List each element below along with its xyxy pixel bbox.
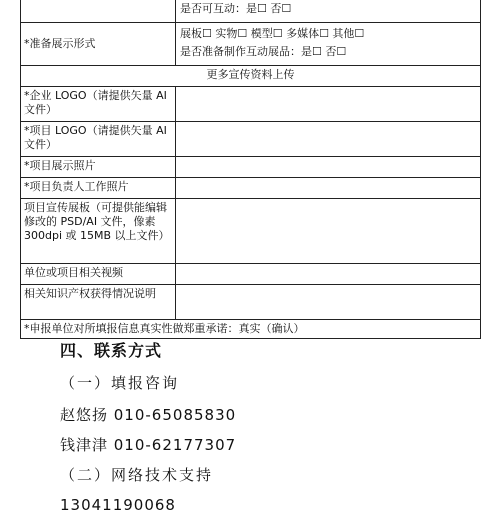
upload-cell-project-photos[interactable] bbox=[176, 157, 480, 177]
subsection-consultation: （一）填报咨询 bbox=[60, 374, 180, 392]
declaration-row bbox=[21, 319, 480, 338]
row-label-ip-statement: 相关知识产权获得情况说明 bbox=[21, 285, 176, 319]
contact-person-2: 钱津津 010-62177307 bbox=[60, 436, 237, 454]
table-row bbox=[21, 121, 480, 156]
row-label-promo-board: 项目宣传展板（可提供能编辑修改的 PSD/AI 文件，像素 300dpi 或 15MB 以上文件） bbox=[21, 199, 176, 263]
upload-cell-video[interactable] bbox=[176, 264, 480, 284]
row-label-project-logo: *项目 LOGO（请提供矢量 AI 文件） bbox=[21, 122, 176, 156]
table-row bbox=[21, 156, 480, 177]
display-format-label: *准备展示形式 bbox=[21, 23, 176, 65]
row-label-project-photos: *项目展示照片 bbox=[21, 157, 176, 177]
upload-cell-company-logo[interactable] bbox=[176, 87, 480, 121]
table-row bbox=[21, 198, 480, 263]
empty-label-cell bbox=[21, 0, 176, 22]
declaration-text: *申报单位对所填报信息真实性做郑重承诺：真实（确认） bbox=[24, 322, 305, 335]
table-row bbox=[21, 86, 480, 121]
table-row bbox=[21, 177, 480, 198]
subsection-tech-support: （二）网络技术支持 bbox=[60, 466, 214, 484]
table-row bbox=[21, 284, 480, 319]
upload-cell-leader-photos[interactable] bbox=[176, 178, 480, 198]
upload-cell-ip-statement[interactable] bbox=[176, 285, 480, 319]
interactive-row bbox=[21, 0, 480, 22]
application-form-table bbox=[20, 0, 481, 339]
tech-support-phone: 13041190068 bbox=[60, 496, 176, 514]
more-materials-heading: 更多宣传资料上传 bbox=[206, 68, 295, 81]
row-label-leader-photos: *项目负责人工作照片 bbox=[21, 178, 176, 198]
row-label-company-logo: *企业 LOGO（请提供矢量 AI 文件） bbox=[21, 87, 176, 121]
table-row bbox=[21, 263, 480, 284]
section-title: 四、联系方式 bbox=[60, 341, 163, 360]
contact-person-1: 赵悠扬 010-65085830 bbox=[60, 406, 237, 424]
interactive-option-cell: 是否可互动：是☐ 否☐ bbox=[180, 2, 292, 15]
display-format-checkboxes: 展板☐ 实物☐ 模型☐ 多媒体☐ 其他☐ bbox=[180, 27, 365, 40]
row-label-video: 单位或项目相关视频 bbox=[21, 264, 176, 284]
display-format-row bbox=[21, 22, 480, 65]
upload-cell-project-logo[interactable] bbox=[176, 122, 480, 156]
upload-cell-promo-board[interactable] bbox=[176, 199, 480, 263]
interactive-exhibit-question: 是否准备制作互动展品：是☐ 否☐ bbox=[180, 45, 347, 58]
display-format-options bbox=[176, 23, 480, 65]
more-materials-row bbox=[21, 65, 480, 86]
